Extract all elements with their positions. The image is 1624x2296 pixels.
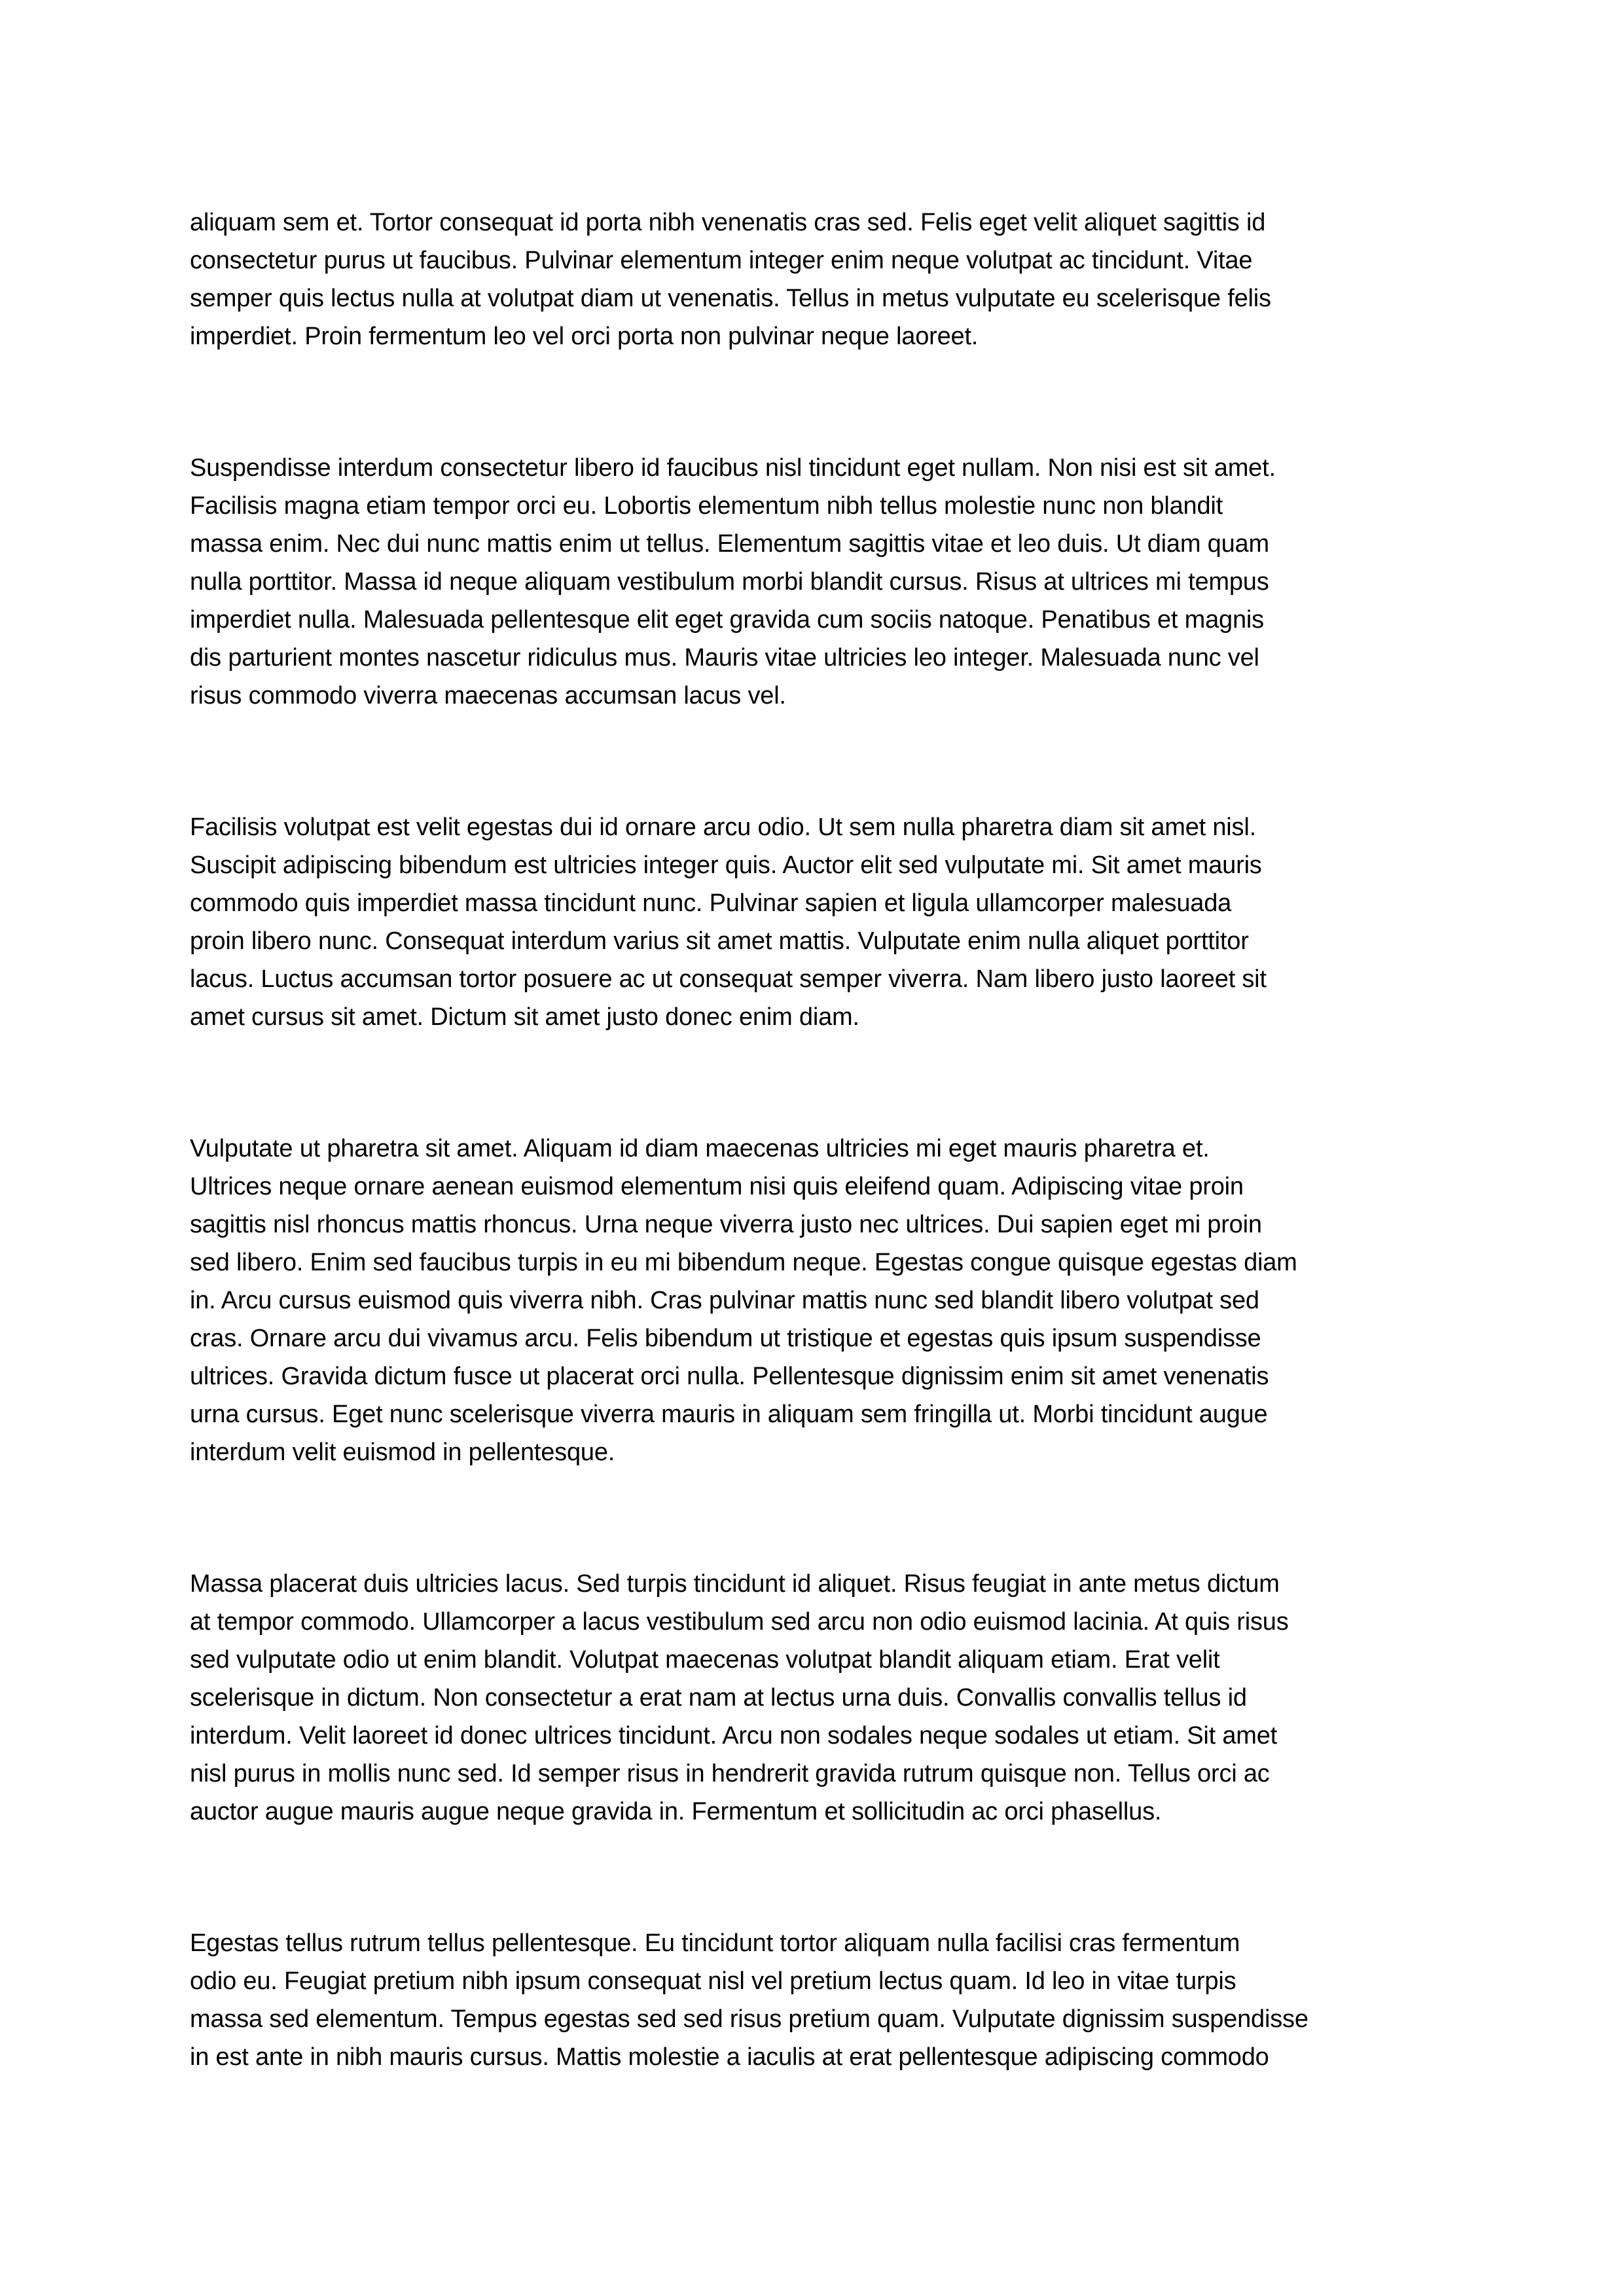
text-line: sagittis nisl rhoncus mattis rhoncus. Urna neque viverra justo nec ultrices. Dui sapien eget mi proin xyxy=(190,1211,1262,1238)
text-line: sed vulputate odio ut enim blandit. Volutpat maecenas volutpat blandit aliquam etiam. Erat velit xyxy=(190,1646,1220,1674)
text-line: massa enim. Nec dui nunc mattis enim ut tellus. Elementum sagittis vitae et leo duis. Ut diam quam xyxy=(190,530,1269,558)
text-line: consectetur purus ut faucibus. Pulvinar elementum integer enim neque volutpat ac tincidunt. Vitae xyxy=(190,247,1253,274)
text-line: Facilisis volutpat est velit egestas dui id ornare arcu odio. Ut sem nulla pharetra diam sit amet nisl. xyxy=(190,814,1256,841)
text-line: Massa placerat duis ultricies lacus. Sed turpis tincidunt id aliquet. Risus feugiat in ante metus dictum xyxy=(190,1570,1280,1598)
paragraph-4 xyxy=(190,1130,1434,1471)
text-line: Egestas tellus rutrum tellus pellentesque. Eu tincidunt tortor aliquam nulla facilisi cras fermentum xyxy=(190,1929,1240,1957)
text-line: amet cursus sit amet. Dictum sit amet justo donec enim diam. xyxy=(190,1003,859,1031)
text-line: imperdiet nulla. Malesuada pellentesque elit eget gravida cum sociis natoque. Penatibus et magnis xyxy=(190,606,1264,634)
text-line: sed libero. Enim sed faucibus turpis in eu mi bibendum neque. Egestas congue quisque egestas diam xyxy=(190,1249,1297,1276)
text-line: interdum velit euismod in pellentesque. xyxy=(190,1439,615,1466)
text-line: Suspendisse interdum consectetur libero id faucibus nisl tincidunt eget nullam. Non nisi est sit amet. xyxy=(190,454,1276,482)
text-line: Vulputate ut pharetra sit amet. Aliquam id diam maecenas ultricies mi eget mauris pharetra et. xyxy=(190,1135,1210,1162)
text-line: risus commodo viverra maecenas accumsan lacus vel. xyxy=(190,682,786,709)
text-line: Ultrices neque ornare aenean euismod elementum nisi quis eleifend quam. Adipiscing vitae proin xyxy=(190,1173,1244,1200)
paragraph-2 xyxy=(190,449,1434,715)
text-line: semper quis lectus nulla at volutpat diam ut venenatis. Tellus in metus vulputate eu scelerisque felis xyxy=(190,285,1271,312)
text-line: auctor augue mauris augue neque gravida in. Fermentum et sollicitudin ac orci phasellus. xyxy=(190,1798,1162,1825)
text-line: ultrices. Gravida dictum fusce ut placerat orci nulla. Pellentesque dignissim enim sit amet venenatis xyxy=(190,1363,1269,1390)
paragraph-6 xyxy=(190,1924,1434,2076)
text-line: commodo quis imperdiet massa tincidunt nunc. Pulvinar sapien et ligula ullamcorper malesuada xyxy=(190,889,1232,917)
paragraph-5 xyxy=(190,1565,1434,1831)
text-line: scelerisque in dictum. Non consectetur a erat nam at lectus urna duis. Convallis convallis tellus id xyxy=(190,1684,1247,1712)
text-line: aliquam sem et. Tortor consequat id porta nibh venenatis cras sed. Felis eget velit aliquet sagittis id xyxy=(190,209,1266,236)
text-line: proin libero nunc. Consequat interdum varius sit amet mattis. Vulputate enim nulla aliquet porttitor xyxy=(190,927,1249,955)
text-line: nulla porttitor. Massa id neque aliquam vestibulum morbi blandit cursus. Risus at ultrices mi tempus xyxy=(190,568,1269,596)
text-line: dis parturient montes nascetur ridiculus mus. Mauris vitae ultricies leo integer. Malesuada nunc vel xyxy=(190,644,1259,672)
document-body-text xyxy=(190,204,1434,2076)
text-line: interdum. Velit laoreet id donec ultrices tincidunt. Arcu non sodales neque sodales ut etiam. Sit amet xyxy=(190,1722,1278,1749)
paragraph-1 xyxy=(190,204,1434,355)
text-line: imperdiet. Proin fermentum leo vel orci porta non pulvinar neque laoreet. xyxy=(190,323,979,350)
text-line: lacus. Luctus accumsan tortor posuere ac ut consequat semper viverra. Nam libero justo laoreet sit xyxy=(190,965,1267,993)
text-line: cras. Ornare arcu dui vivamus arcu. Felis bibendum ut tristique et egestas quis ipsum suspendisse xyxy=(190,1325,1261,1352)
text-line: urna cursus. Eget nunc scelerisque viverra mauris in aliquam sem fringilla ut. Morbi tincidunt augue xyxy=(190,1401,1268,1428)
text-line: in est ante in nibh mauris cursus. Mattis molestie a iaculis at erat pellentesque adipiscing commodo xyxy=(190,2043,1269,2071)
text-line: nisl purus in mollis nunc sed. Id semper risus in hendrerit gravida rutrum quisque non. Tellus orci ac xyxy=(190,1760,1270,1787)
text-line: in. Arcu cursus euismod quis viverra nibh. Cras pulvinar mattis nunc sed blandit libero volutpat sed xyxy=(190,1287,1259,1314)
text-line: at tempor commodo. Ullamcorper a lacus vestibulum sed arcu non odio euismod lacinia. At quis risus xyxy=(190,1608,1289,1636)
text-line: odio eu. Feugiat pretium nibh ipsum consequat nisl vel pretium lectus quam. Id leo in vitae turpis xyxy=(190,1967,1236,1995)
paragraph-3 xyxy=(190,808,1434,1036)
text-line: Suscipit adipiscing bibendum est ultricies integer quis. Auctor elit sed vulputate mi. Sit amet mauris xyxy=(190,852,1262,879)
text-line: Facilisis magna etiam tempor orci eu. Lobortis elementum nibh tellus molestie nunc non blandit xyxy=(190,492,1223,520)
text-line: massa sed elementum. Tempus egestas sed sed risus pretium quam. Vulputate dignissim suspendisse xyxy=(190,2005,1308,2033)
